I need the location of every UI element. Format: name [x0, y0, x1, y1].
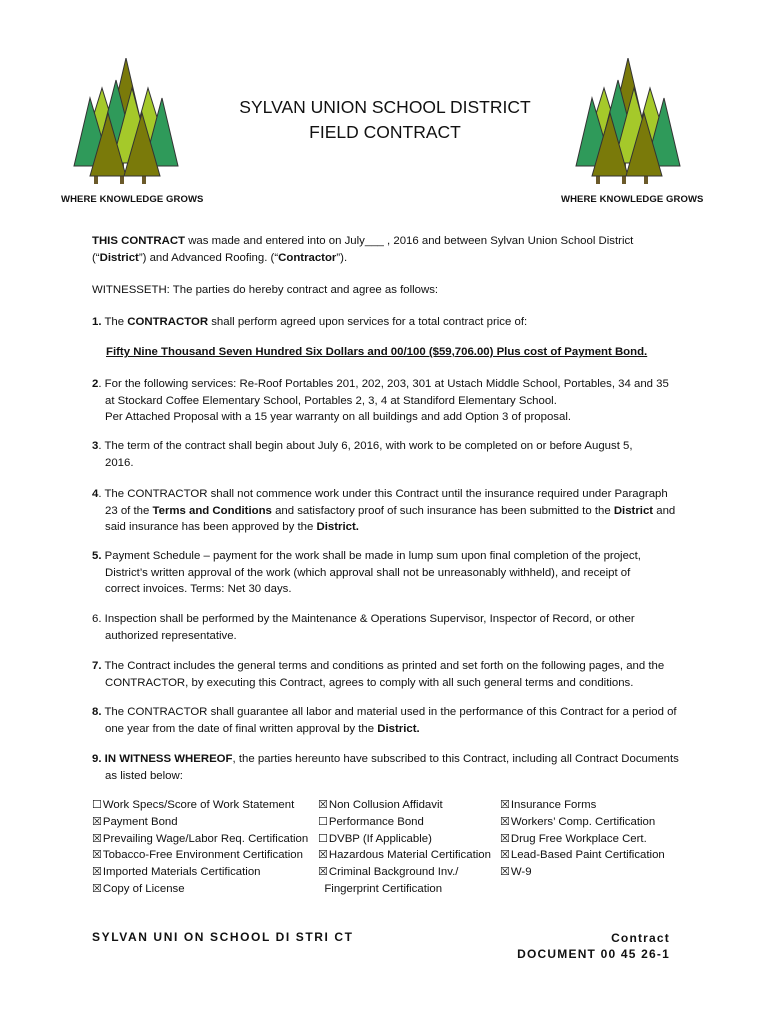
footer-contract-label: Contract: [611, 931, 670, 945]
item-6: 6. Inspection shall be performed by the Maintenance & Operations Supervisor, Inspector of Record, or other authorized representative.: [92, 613, 635, 642]
title-line-1: SYLVAN UNION SCHOOL DISTRICT: [239, 97, 531, 117]
checklist-column-3: [500, 797, 690, 881]
tagline-left: WHERE KNOWLEDGE GROWS: [61, 194, 204, 205]
checklist-column-2: [318, 797, 500, 898]
checkbox-hazardous-material[interactable]: ☒Hazardous Material Certification: [318, 848, 491, 862]
checkbox-criminal-background-cont: Fingerprint Certification: [318, 882, 443, 895]
checkbox-dvbp[interactable]: ☐DVBP (If Applicable): [318, 831, 432, 845]
footer-document-number: DOCUMENT 00 45 26-1: [517, 947, 670, 961]
checkbox-performance-bond[interactable]: ☐Performance Bond: [318, 814, 424, 828]
footer-document-id: [470, 930, 670, 962]
intro-paragraph: [92, 233, 692, 266]
checkbox-tobacco-free[interactable]: ☒Tobacco-Free Environment Certification: [92, 848, 303, 862]
checkbox-w9[interactable]: ☒W-9: [500, 865, 532, 879]
checkbox-lead-based-paint[interactable]: ☒Lead-Based Paint Certification: [500, 848, 665, 862]
item-8: 8. The CONTRACTOR shall guarantee all labor and material used in the performance of this Contract for a period of one year from the date of final written approval by the District.: [92, 706, 677, 735]
checklist-column-1: [92, 797, 318, 898]
item-2: 2. For the following services: Re-Roof Portables 201, 202, 203, 301 at Ustach Middle School, Portables, 34 and 35 at Stockard Coffee Elementary School, Portables 2, 3, 4 at Standiford Elementary School. Per Attached Proposal with a 15 year warranty on all buildings and add Option 3 of proposal.: [92, 378, 669, 423]
checkbox-work-specs[interactable]: ☐Work Specs/Score of Work Statement: [92, 798, 295, 811]
intro-line-2: (“District”) and Advanced Roofing. (“Contractor”).: [92, 251, 348, 264]
item-9: 9. IN WITNESS WHEREOF, the parties hereunto have subscribed to this Contract, including all Contract Documents as listed below:: [92, 753, 679, 782]
checkbox-copy-of-license[interactable]: ☒Copy of License: [92, 881, 185, 895]
checkbox-workers-comp[interactable]: ☒Workers’ Comp. Certification: [500, 814, 656, 828]
checkbox-criminal-background[interactable]: ☒Criminal Background Inv./: [318, 865, 459, 879]
tagline-right: WHERE KNOWLEDGE GROWS: [561, 194, 704, 205]
item-4: 4. The CONTRACTOR shall not commence work under this Contract until the insurance required under Paragraph 23 of the Terms and Conditions and satisfactory proof of such insurance has been submitted to the District and said insurance has been approved by the District.: [92, 488, 676, 533]
checkbox-drug-free[interactable]: ☒Drug Free Workplace Cert.: [500, 831, 647, 845]
item-1: 1. The CONTRACTOR shall perform agreed upon services for a total contract price of:: [92, 316, 528, 328]
checkbox-insurance-forms[interactable]: ☒Insurance Forms: [500, 798, 597, 811]
witnesseth-text: WITNESSETH: The parties do hereby contract and agree as follows:: [92, 284, 439, 296]
checkbox-payment-bond[interactable]: ☒Payment Bond: [92, 814, 178, 828]
item-5: 5. Payment Schedule – payment for the work shall be made in lump sum upon final completion of the project, District’s written approval of the work (which approval shall not be unreasonably withheld), and receipt of correct invoices. Terms: Net 30 days.: [92, 550, 641, 595]
intro-line-1: THIS CONTRACT was made and entered into on July___ , 2016 and between Sylvan Union School District: [92, 235, 634, 247]
page-title: [0, 95, 770, 145]
item-7: 7. The Contract includes the general terms and conditions as printed and set forth on the following pages, and the CONTRACTOR, by executing this Contract, agrees to comply with all such general terms and conditions.: [92, 660, 665, 689]
checkbox-imported-materials[interactable]: ☒Imported Materials Certification: [92, 865, 261, 879]
checkbox-prevailing-wage[interactable]: ☒Prevailing Wage/Labor Req. Certification: [92, 831, 309, 845]
contract-price: Fifty Nine Thousand Seven Hundred Six Dollars and 00/100 ($59,706.00) Plus cost of Payment Bond.: [106, 346, 648, 358]
checkbox-non-collusion[interactable]: ☒Non Collusion Affidavit: [318, 798, 443, 811]
footer-district-name: SYLVAN UNI ON SCHOOL DI STRI CT: [92, 930, 354, 944]
title-line-2: FIELD CONTRACT: [309, 122, 461, 142]
item-3: 3. The term of the contract shall begin about July 6, 2016, with work to be completed on or before August 5, 2016.: [92, 440, 633, 469]
